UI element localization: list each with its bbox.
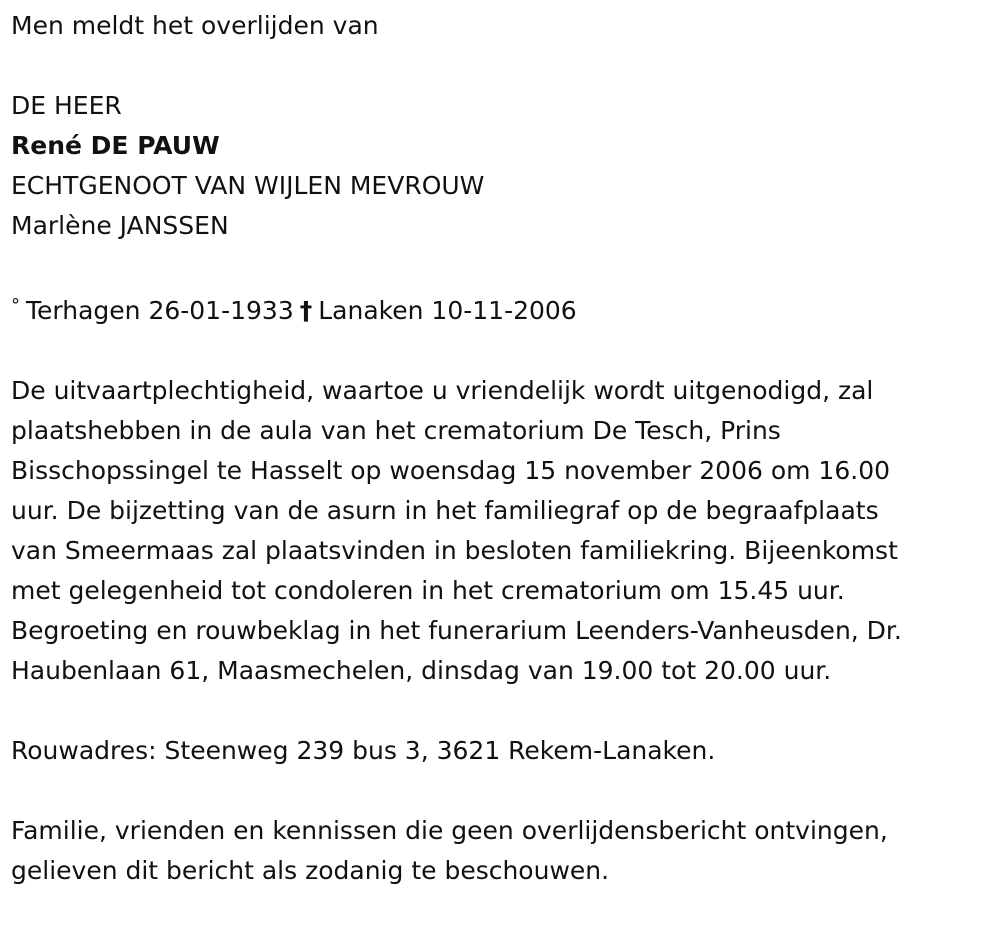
- funeral-line: van Smeermaas zal plaatsvinden in besloten familiekring. Bijeenkomst: [11, 536, 898, 565]
- funeral-line: plaatshebben in de aula van het crematorium De Tesch, Prins: [11, 416, 781, 445]
- funeral-line: Haubenlaan 61, Maasmechelen, dinsdag van 19.00 tot 20.00 uur.: [11, 656, 832, 685]
- spacer: [11, 331, 1000, 371]
- spacer: [11, 691, 1000, 731]
- closing-line: gelieven dit bericht als zodanig te beschouwen.: [11, 856, 610, 885]
- spouse-name: Marlène JANSSEN: [11, 211, 229, 240]
- funeral-line: Begroeting en rouwbeklag in het funerarium Leenders-Vanheusden, Dr.: [11, 616, 902, 645]
- funeral-line: met gelegenheid tot condoleren in het crematorium om 15.45 uur.: [11, 576, 845, 605]
- funeral-details: [11, 371, 986, 691]
- deceased-name: René DE PAUW: [11, 131, 220, 160]
- spacer: [11, 46, 1000, 86]
- closing-line: Familie, vrienden en kennissen die geen overlijdensbericht ontvingen,: [11, 816, 888, 845]
- spacer: [11, 771, 1000, 811]
- closing-note: [11, 811, 986, 891]
- funeral-line: uur. De bijzetting van de asurn in het familiegraf op de begraafplaats: [11, 496, 879, 525]
- intro-text: Men meldt het overlijden van: [11, 11, 379, 40]
- spouse-relation: ECHTGENOOT VAN WIJLEN MEVROUW: [11, 171, 485, 200]
- birth-date: Terhagen 26-01-1933: [26, 296, 294, 325]
- honorific-title: DE HEER: [11, 91, 122, 120]
- funeral-line: Bisschopssingel te Hasselt op woensdag 15 november 2006 om 16.00: [11, 456, 891, 485]
- birth-death-dates: [11, 286, 1000, 331]
- death-cross-icon: †: [299, 296, 313, 325]
- spacer: [11, 246, 1000, 286]
- death-date: Lanaken 10-11-2006: [318, 296, 577, 325]
- mourning-address: Rouwadres: Steenweg 239 bus 3, 3621 Rekem-Lanaken.: [11, 736, 716, 765]
- funeral-line: De uitvaartplechtigheid, waartoe u vriendelijk wordt uitgenodigd, zal: [11, 376, 874, 405]
- birth-symbol: °: [11, 295, 20, 316]
